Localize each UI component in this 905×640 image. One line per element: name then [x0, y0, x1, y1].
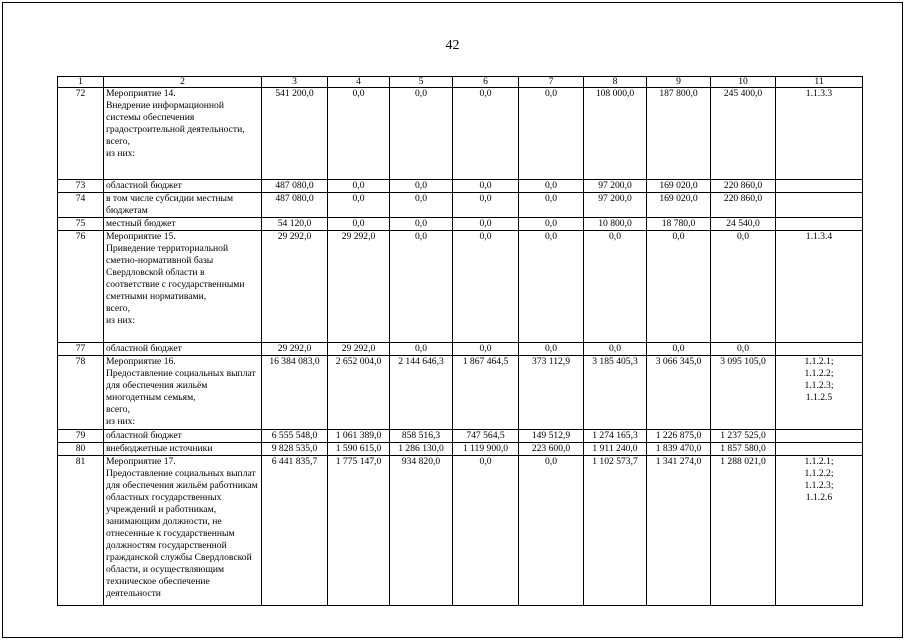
target-reference: 1.1.2.1; 1.1.2.2; 1.1.2.3; 1.1.2.6: [776, 456, 863, 606]
value-cell: 2 652 004,0: [328, 356, 390, 430]
row-description: Мероприятие 15. Приведение территориальной сметно-нормативной базы Свердловской области в соответствие с государственными сметными нормативами, всего, из них:: [104, 231, 262, 343]
value-cell: 0,0: [453, 231, 519, 343]
value-cell: 54 120,0: [262, 218, 328, 231]
row-description: местный бюджет: [104, 218, 262, 231]
value-cell: 0,0: [519, 456, 584, 606]
value-cell: 220 860,0: [711, 180, 776, 193]
target-reference: [776, 193, 863, 218]
value-cell: 9 828 535,0: [262, 443, 328, 456]
column-header: 1: [58, 77, 104, 88]
value-cell: 169 020,0: [647, 180, 711, 193]
value-cell: 24 540,0: [711, 218, 776, 231]
value-cell: 1 775 147,0: [328, 456, 390, 606]
value-cell: 1 119 900,0: [453, 443, 519, 456]
table-row: [58, 218, 863, 231]
row-number: 80: [58, 443, 104, 456]
column-header: 3: [262, 77, 328, 88]
target-reference: 1.1.3.3: [776, 88, 863, 180]
row-number: 78: [58, 356, 104, 430]
value-cell: 1 274 165,3: [584, 430, 647, 443]
value-cell: 0,0: [328, 218, 390, 231]
row-description: внебюджетные источники: [104, 443, 262, 456]
value-cell: 97 200,0: [584, 193, 647, 218]
row-number: 77: [58, 343, 104, 356]
value-cell: 0,0: [390, 231, 453, 343]
value-cell: 0,0: [390, 180, 453, 193]
value-cell: 487 080,0: [262, 180, 328, 193]
value-cell: 0,0: [328, 88, 390, 180]
value-cell: 487 080,0: [262, 193, 328, 218]
value-cell: 169 020,0: [647, 193, 711, 218]
value-cell: 0,0: [328, 180, 390, 193]
value-cell: 187 800,0: [647, 88, 711, 180]
value-cell: 108 000,0: [584, 88, 647, 180]
target-reference: [776, 180, 863, 193]
target-reference: 1.1.3.4: [776, 231, 863, 343]
column-header: 4: [328, 77, 390, 88]
table-body: [58, 77, 863, 606]
row-description: областной бюджет: [104, 430, 262, 443]
value-cell: 858 516,3: [390, 430, 453, 443]
row-number: 74: [58, 193, 104, 218]
value-cell: 6 555 548,0: [262, 430, 328, 443]
table-row: [58, 180, 863, 193]
value-cell: 0,0: [519, 343, 584, 356]
value-cell: 541 200,0: [262, 88, 328, 180]
value-cell: 373 112,9: [519, 356, 584, 430]
row-description: Мероприятие 17. Предоставление социальных выплат для обеспечения жильём работникам областных государственных учреждений и работникам, занимающим должности, не отнесенные к государственным должностям государственной гражданской службы Свердловской области, и осуществляющим техническое обеспечение деятельности: [104, 456, 262, 606]
value-cell: 1 590 615,0: [328, 443, 390, 456]
column-header: 8: [584, 77, 647, 88]
value-cell: 1 288 021,0: [711, 456, 776, 606]
value-cell: 1 226 875,0: [647, 430, 711, 443]
row-number: 81: [58, 456, 104, 606]
column-header: 2: [104, 77, 262, 88]
value-cell: 1 061 389,0: [328, 430, 390, 443]
value-cell: 16 384 083,0: [262, 356, 328, 430]
value-cell: 3 066 345,0: [647, 356, 711, 430]
value-cell: 1 341 274,0: [647, 456, 711, 606]
value-cell: 29 292,0: [262, 231, 328, 343]
value-cell: 0,0: [453, 456, 519, 606]
value-cell: 1 857 580,0: [711, 443, 776, 456]
column-header: 10: [711, 77, 776, 88]
table-row: [58, 356, 863, 430]
table-row: [58, 430, 863, 443]
column-header: 7: [519, 77, 584, 88]
value-cell: 245 400,0: [711, 88, 776, 180]
value-cell: 97 200,0: [584, 180, 647, 193]
target-reference: [776, 430, 863, 443]
value-cell: 0,0: [519, 88, 584, 180]
value-cell: 3 095 105,0: [711, 356, 776, 430]
row-description: Мероприятие 16. Предоставление социальных выплат для обеспечения жильём многодетным семьям, всего, из них:: [104, 356, 262, 430]
value-cell: 0,0: [453, 218, 519, 231]
value-cell: 220 860,0: [711, 193, 776, 218]
column-header: 9: [647, 77, 711, 88]
column-header: 6: [453, 77, 519, 88]
value-cell: 0,0: [390, 343, 453, 356]
value-cell: 1 839 470,0: [647, 443, 711, 456]
table-row: [58, 343, 863, 356]
table-row: [58, 456, 863, 606]
column-header: 5: [390, 77, 453, 88]
table-row: [58, 193, 863, 218]
value-cell: 2 144 646,3: [390, 356, 453, 430]
value-cell: 0,0: [453, 193, 519, 218]
value-cell: 29 292,0: [328, 343, 390, 356]
row-number: 79: [58, 430, 104, 443]
value-cell: 0,0: [519, 180, 584, 193]
value-cell: 1 286 130,0: [390, 443, 453, 456]
value-cell: 0,0: [584, 231, 647, 343]
row-number: 75: [58, 218, 104, 231]
value-cell: 0,0: [647, 231, 711, 343]
value-cell: 0,0: [584, 343, 647, 356]
value-cell: 149 512,9: [519, 430, 584, 443]
value-cell: 0,0: [390, 218, 453, 231]
value-cell: 0,0: [519, 193, 584, 218]
value-cell: 10 800,0: [584, 218, 647, 231]
value-cell: 3 185 405,3: [584, 356, 647, 430]
budget-table: [57, 76, 863, 606]
value-cell: 223 600,0: [519, 443, 584, 456]
value-cell: 747 564,5: [453, 430, 519, 443]
column-header: 11: [776, 77, 863, 88]
row-description: областной бюджет: [104, 343, 262, 356]
target-reference: 1.1.2.1; 1.1.2.2; 1.1.2.3; 1.1.2.5: [776, 356, 863, 430]
value-cell: 0,0: [390, 88, 453, 180]
value-cell: 29 292,0: [328, 231, 390, 343]
value-cell: 0,0: [711, 231, 776, 343]
value-cell: 1 102 573,7: [584, 456, 647, 606]
value-cell: 0,0: [453, 343, 519, 356]
value-cell: 0,0: [390, 193, 453, 218]
row-number: 76: [58, 231, 104, 343]
row-description: Мероприятие 14. Внедрение информационной системы обеспечения градостроительной деятельности, всего, из них:: [104, 88, 262, 180]
value-cell: 1 867 464,5: [453, 356, 519, 430]
value-cell: 0,0: [647, 343, 711, 356]
table-row: [58, 88, 863, 180]
value-cell: 6 441 835,7: [262, 456, 328, 606]
value-cell: 0,0: [519, 218, 584, 231]
page-number: 42: [445, 38, 460, 53]
row-description: в том числе субсидии местным бюджетам: [104, 193, 262, 218]
value-cell: 0,0: [711, 343, 776, 356]
value-cell: 29 292,0: [262, 343, 328, 356]
value-cell: 0,0: [453, 88, 519, 180]
value-cell: 1 237 525,0: [711, 430, 776, 443]
row-number: 72: [58, 88, 104, 180]
target-reference: [776, 218, 863, 231]
value-cell: 18 780,0: [647, 218, 711, 231]
target-reference: [776, 343, 863, 356]
target-reference: [776, 443, 863, 456]
table-row: [58, 231, 863, 343]
row-number: 73: [58, 180, 104, 193]
value-cell: 0,0: [328, 193, 390, 218]
value-cell: 1 911 240,0: [584, 443, 647, 456]
value-cell: 0,0: [519, 231, 584, 343]
table-header-row: [58, 77, 863, 88]
table-row: [58, 443, 863, 456]
value-cell: 0,0: [453, 180, 519, 193]
value-cell: 934 820,0: [390, 456, 453, 606]
row-description: областной бюджет: [104, 180, 262, 193]
